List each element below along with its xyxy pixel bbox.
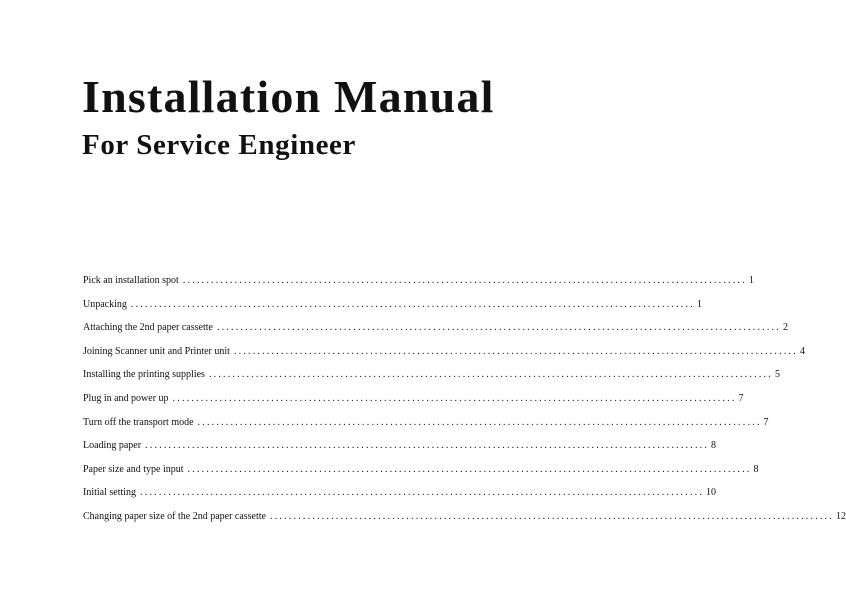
manual-subtitle: For Service Engineer (82, 129, 357, 161)
toc-leader-dots: ........................................................................................................................ (172, 392, 737, 404)
toc-entry (83, 416, 769, 440)
toc-entry-page: 4 (799, 345, 805, 357)
toc-entry (83, 463, 759, 487)
toc-entry-page: 8 (753, 463, 759, 475)
toc-entry (83, 439, 717, 463)
toc-entry-page: 7 (738, 392, 744, 404)
toc-leader-dots: ........................................................................................................................ (270, 510, 834, 522)
toc-entry-label: Initial setting (83, 487, 137, 499)
toc-leader-dots: ........................................................................................................................ (145, 440, 710, 452)
toc-entry-page: 5 (774, 369, 780, 381)
toc-entry-page: 10 (706, 487, 717, 499)
manual-title: Installation Manual (82, 71, 495, 122)
toc-entry-label: Attaching the 2nd paper cassette (83, 322, 213, 334)
toc-entry (83, 368, 780, 392)
toc-leader-dots: ........................................................................................................................ (233, 345, 798, 357)
toc-entry-page: 7 (763, 416, 769, 428)
toc-leader-dots: ........................................................................................................................ (187, 463, 752, 475)
toc-entry-page: 12 (836, 510, 846, 522)
toc-entry (83, 392, 744, 416)
toc-entry (83, 274, 754, 298)
toc-entry (83, 298, 702, 322)
toc-entry-label: Joining Scanner unit and Printer unit (83, 345, 230, 357)
toc-entry-label: Plug in and power up (83, 392, 169, 404)
toc-entry-page: 1 (748, 275, 754, 286)
toc-leader-dots: ........................................................................................................................ (130, 298, 695, 310)
toc-entry (83, 486, 717, 510)
toc-entry-label: Changing paper size of the 2nd paper cassette (83, 510, 266, 522)
toc-entry-page: 8 (711, 440, 717, 452)
toc-leader-dots: ........................................................................................................................ (208, 369, 773, 381)
toc-entry-label: Pick an installation spot (83, 275, 179, 286)
toc-entry (83, 510, 846, 534)
toc-leader-dots: ........................................................................................................................ (197, 416, 762, 428)
toc-entry-label: Installing the printing supplies (83, 369, 205, 381)
toc-entry (83, 345, 805, 369)
toc-entry-label: Loading paper (83, 440, 142, 452)
toc-leader-dots: ........................................................................................................................ (140, 487, 705, 499)
toc-entry-label: Unpacking (83, 298, 127, 310)
toc-leader-dots: ........................................................................................................................ (216, 322, 781, 334)
table-of-contents (83, 274, 846, 534)
toc-entry-label: Turn off the transport mode (83, 416, 194, 428)
toc-entry-page: 1 (696, 298, 702, 310)
toc-entry-label: Paper size and type input (83, 463, 184, 475)
toc-entry (83, 321, 788, 345)
toc-entry-page: 2 (782, 322, 788, 334)
toc-leader-dots: ........................................................................................................................ (182, 275, 747, 286)
